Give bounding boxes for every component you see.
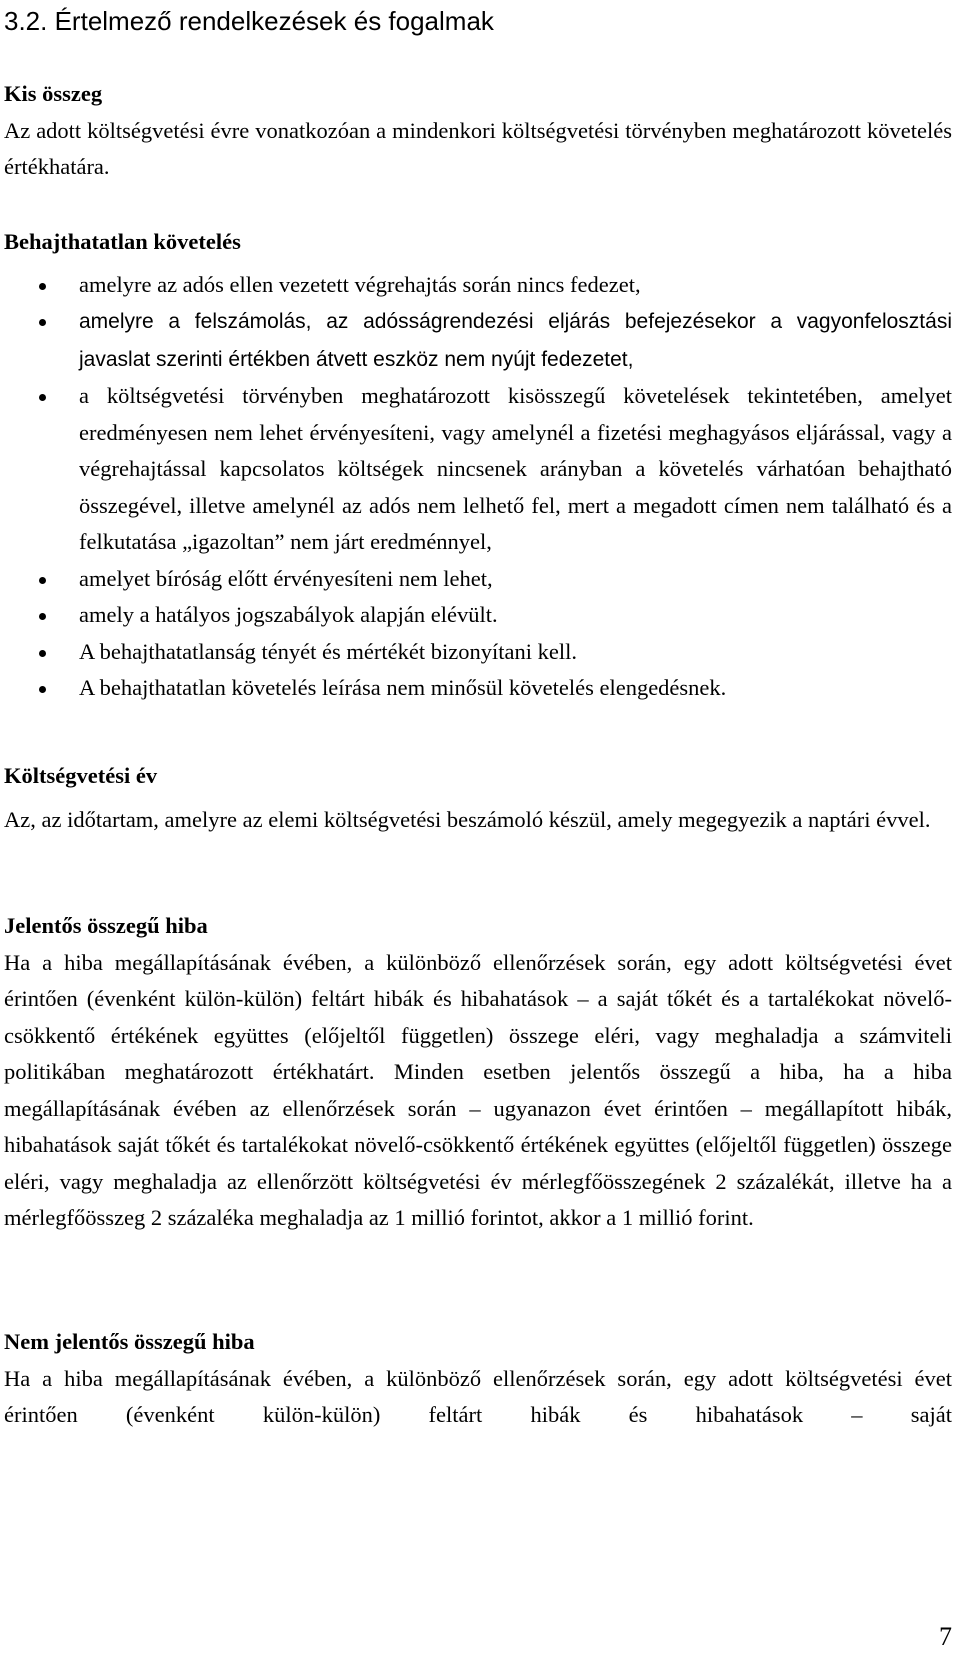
- definition-nem-jelentos-osszegu-hiba: [4, 1324, 952, 1434]
- bullet-icon: [39, 394, 46, 401]
- list-item: [4, 634, 952, 671]
- list-item-text: A behajthatatlanság tényét és mértékét bizonyítani kell.: [79, 638, 577, 664]
- bullet-icon: [39, 650, 46, 657]
- list-item: [4, 597, 952, 634]
- section-title: 3.2. Értelmező rendelkezések és fogalmak: [4, 6, 494, 36]
- list-item: [4, 670, 952, 707]
- list-item: [4, 561, 952, 598]
- list-item-text: A behajthatatlan követelés leírása nem minősül követelés elengedésnek.: [79, 675, 727, 700]
- term-heading: Kis összeg: [4, 81, 103, 106]
- bullet-icon: [39, 686, 46, 693]
- definition-jelentos-osszegu-hiba: [4, 908, 952, 1237]
- list-item-text: amely a hatályos jogszabályok alapján elévült.: [79, 602, 498, 627]
- list-item: [4, 267, 952, 304]
- list-item-text: amelyet bíróság előtt érvényesíteni nem lehet,: [79, 565, 493, 591]
- definition-behajthatatlan-koveteles: [4, 224, 952, 707]
- term-definition: Az, az időtartam, amelyre az elemi költségvetési beszámoló készül, amely megegyezik a naptári évvel.: [4, 806, 931, 832]
- term-heading: Jelentős összegű hiba: [4, 913, 208, 938]
- page-number: 7: [939, 1622, 952, 1651]
- bullet-icon: [39, 613, 46, 620]
- definition-koltsegvetesi-ev: [4, 758, 952, 838]
- list-item: [4, 378, 952, 561]
- term-heading: Költségvetési év: [4, 763, 158, 788]
- term-definition: Az adott költségvetési évre vonatkozóan a mindenkori költségvetési törvényben meghatározott követelés értékhatára.: [4, 117, 952, 179]
- bullet-icon: [39, 577, 46, 584]
- definition-kis-osszeg: [4, 76, 952, 186]
- bullet-icon: [39, 283, 46, 290]
- term-definition: Ha a hiba megállapításának évében, a különböző ellenőrzések során, egy adott költségvetési évet érintően (évenként külön-külön) feltárt hibák és hibahatások – saját: [4, 1365, 952, 1427]
- term-heading: Nem jelentős összegű hiba: [4, 1329, 255, 1354]
- term-definition: Ha a hiba megállapításának évében, a különböző ellenőrzések során, egy adott költségvetési évet érintően (évenként külön-külön) feltárt hibák és hibahatások – a saját tőkét és a tartalékokat növelő-csökkentő értékének együttes (előjeltől független) összege eléri, vagy meghaladja a számviteli politikában meghatározott értékhatárt. Minden esetben jelentős összegű a hiba, ha a hiba megállapításának évében az ellenőrzések során – ugyanazon évet érintően – megállapított hibák, hibahatások saját tőkét és tartalékokat növelő-csökkentő értékének együttes (előjeltől független) összege eléri, vagy meghaladja az ellenőrzött költségvetési év mérlegfőösszegének 2 százalékát, illetve ha a mérlegfőösszeg 2 százaléka meghaladja az 1 millió forintot, akkor a 1 millió forint.: [4, 949, 952, 1230]
- list-item: [4, 303, 952, 378]
- list-item-text: a költségvetési törvényben meghatározott kisösszegű követelések tekintetében, amelyet eredményesen nem lehet érvényesíteni, vagy amelynél a fizetési meghagyásos eljárással, vagy a végrehajtással kapcsolatos költségek nincsenek arányban a követelés várhatóan behajtható összegével, illetve amelynél az adós nem lelhető fel, mert a megadott címen nem található és a felkutatása „igazoltan” nem járt eredménnyel,: [79, 383, 952, 554]
- list-item-text: amelyre a felszámolás, az adósságrendezési eljárás befejezésekor a vagyonfelosztási javaslat szerinti értékben átvett eszköz nem nyújt fedezetet,: [79, 310, 952, 371]
- bullet-list: [4, 267, 952, 707]
- list-item-text: amelyre az adós ellen vezetett végrehajtás során nincs fedezet,: [79, 271, 641, 297]
- term-heading: Behajthatatlan követelés: [4, 229, 241, 254]
- bullet-icon: [39, 319, 46, 326]
